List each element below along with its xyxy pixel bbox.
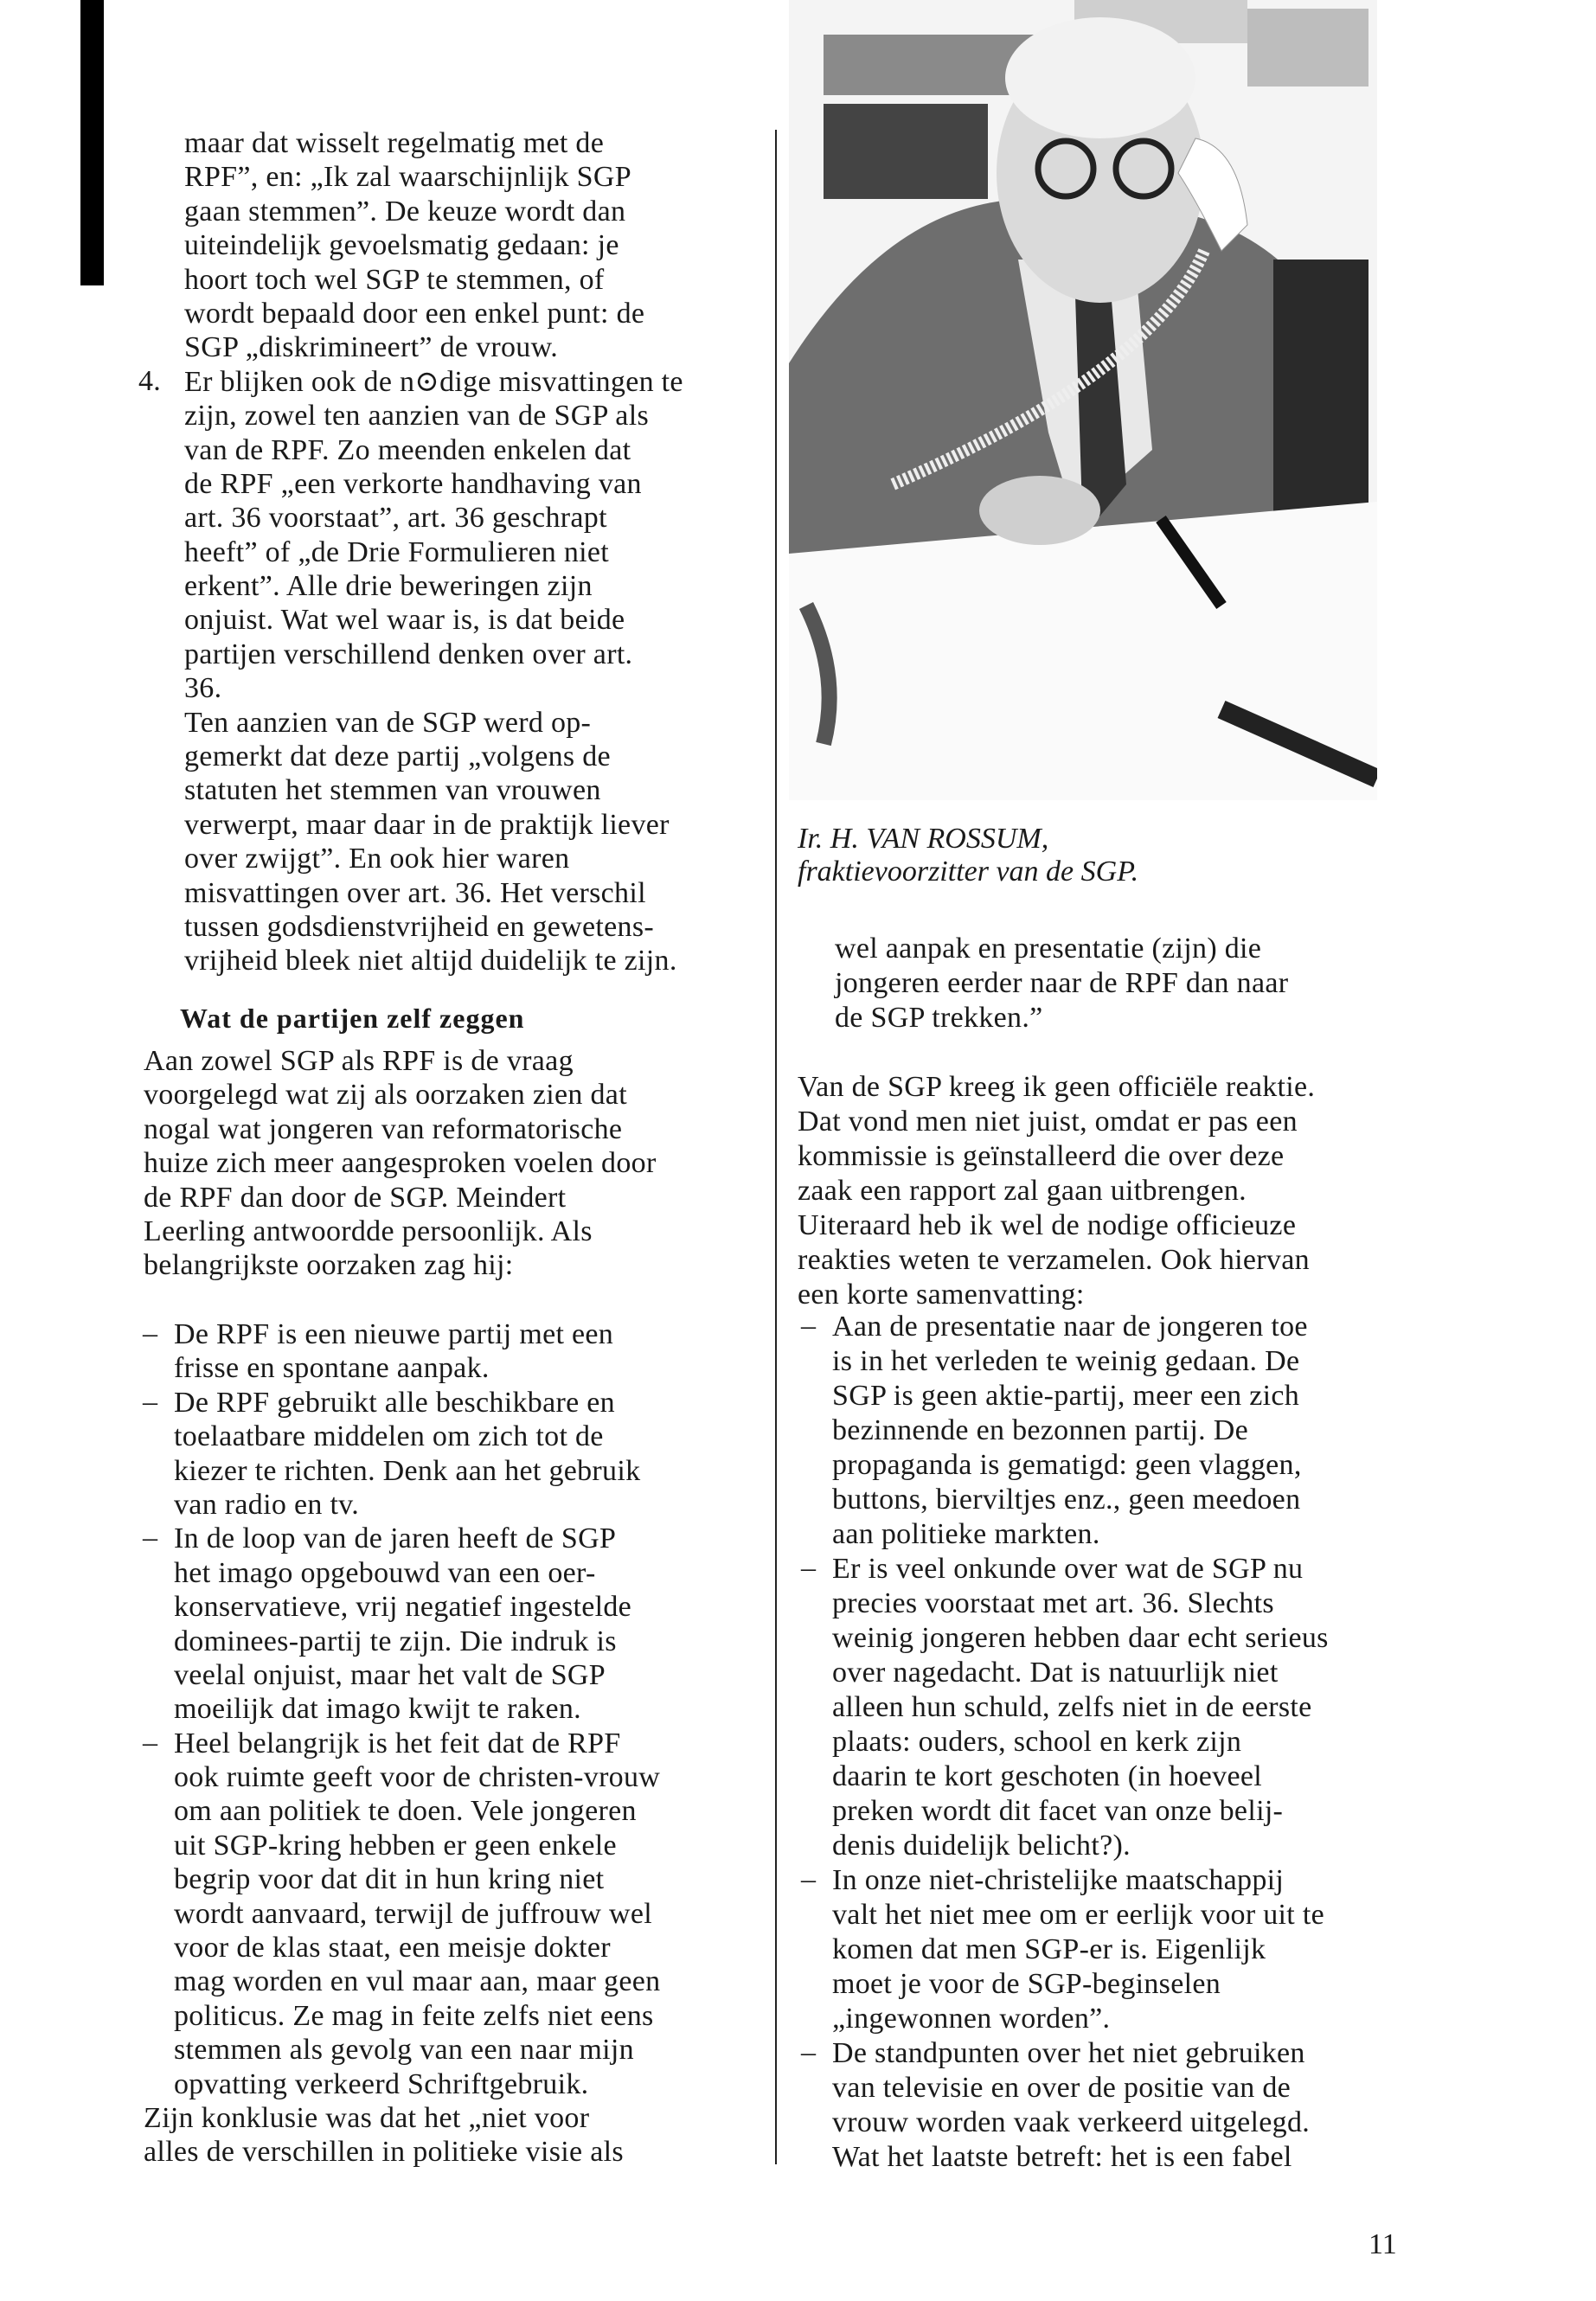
text-line: jongeren eerder naar de RPF dan naar [835,967,1289,999]
bullet-text [832,1863,1329,2036]
text-line: voorgelegd wat zij als oorzaken zien dat [144,1079,627,1112]
text-line: alleen hun schuld, zelfs niet in de eerste [832,1691,1312,1723]
text-line: plaats: ouders, school en kerk zijn [832,1726,1242,1758]
portrait-photo [789,0,1377,800]
item-text [184,365,683,978]
bullet-text [174,1317,660,1386]
bullet-text [174,1386,660,1522]
text-line: van radio en tv. [174,1488,360,1521]
text-line: van televisie en over de positie van de [832,2072,1292,2104]
lamp [824,104,988,199]
text-line: In de loop van de jaren heeft de SGP [174,1522,617,1555]
bullet-item [143,1726,661,2101]
right-paragraph [798,1070,1315,1312]
text-line: zaak een rapport zal gaan uitbrengen. [798,1175,1247,1207]
text-line: art. 36 voorstaat”, art. 36 geschrapt [184,502,607,535]
bullets [801,1310,1329,2175]
text-line: preken wordt dit facet van onze belij- [832,1795,1284,1827]
text-line: wel aanpak en presentatie (zijn) die [835,933,1262,965]
text-line: RPF”, en: „Ik zal waarschijnlijk SGP [184,161,631,194]
text-line: ook ruimte geeft voor de christen-vrouw [174,1761,661,1794]
text-line: de RPF dan door de SGP. Meindert [144,1181,567,1214]
text-line: aan politieke markten. [832,1518,1100,1550]
text-line: Uiteraard heb ik wel de nodige officieuze [798,1209,1297,1241]
hand [979,476,1100,545]
text-line: toelaatbare middelen om zich tot de [174,1420,604,1453]
text-line: stemmen als gevolg van een naar mijn [174,2034,634,2067]
text-line: veelal onjuist, maar het valt de SGP [174,1658,606,1691]
text-line: denis duidelijk belicht?). [832,1830,1131,1862]
bullet-item [143,1522,660,1726]
text-line: kommissie is geïnstalleerd die over deze [798,1140,1285,1172]
text-line: over zwijgt”. En ook hier waren [184,843,570,875]
text-line: Zijn konklusie was dat het „niet voor [144,2101,590,2134]
paragraph-text [798,1070,1315,1312]
dash-bullet-icon: – [143,1522,158,1554]
text-line: alles de verschillen in politieke visie als [144,2136,624,2169]
bullet-item [143,1317,660,1386]
text-line: is in het verleden te weinig gedaan. De [832,1345,1300,1377]
left-bullet-list [143,1317,661,2170]
text-line: belangrijkste oorzaken zag hij: [144,1249,514,1282]
text-line: van de RPF. Zo meenden enkelen dat [184,433,631,466]
text-line: valt het niet mee om er eerlijk voor uit te [832,1899,1324,1931]
text-line: Leerling antwoordde persoonlijk. Als [144,1215,593,1247]
text-line: frisse en spontane aanpak. [174,1352,490,1385]
intro-paragraph [184,126,683,365]
text-line: partijen verschillend denken over art. [184,638,633,670]
text-line: kiezer te richten. Denk aan het gebruik [174,1454,641,1487]
bullet-text [174,1522,660,1726]
text-line: statuten het stemmen van vrouwen [184,774,601,807]
text-line: SGP is geen aktie-partij, meer een zich [832,1380,1300,1412]
caption-title: fraktievoorzitter van de SGP. [798,856,1139,888]
text-line: moet je voor de SGP-beginselen [832,1968,1221,2000]
left-block-a [138,126,683,978]
text-line: konservatieve, vrij negatief ingestelde [174,1591,632,1624]
text-line: zijn, zowel ten aanzien van de SGP als [184,400,649,433]
text-line: precies voorstaat met art. 36. Slechts [832,1587,1274,1619]
bullets [143,1317,661,2101]
text-line: de SGP trekken.” [835,1002,1043,1034]
text-line: Ten aanzien van de SGP werd op- [184,706,592,739]
background-frame [1247,9,1368,87]
text-line: SGP „diskrimineert” de vrouw. [184,331,559,364]
bullet-text [832,1310,1329,1552]
text-line: het imago opgebouwd van een oer- [174,1556,596,1589]
bullet-text [832,2036,1329,2175]
text-line: In onze niet-christelijke maatschappij [832,1864,1285,1896]
text-line: de RPF „een verkorte handhaving van [184,467,642,500]
text-line: politicus. Ze mag in feite zelfs niet eens [174,1999,654,2032]
text-line: uiteindelijk gevoelsmatig gedaan: je [184,229,619,262]
text-line: Van de SGP kreeg ik geen officiële reaktie. [798,1071,1316,1103]
text-line: weinig jongeren hebben daar echt serieus [832,1622,1329,1654]
text-line: buttons, bierviltjes enz., geen meedoen [832,1484,1301,1516]
text-line: Er blijken ook de n⊙dige misvattingen te [184,365,683,398]
dash-bullet-icon: – [143,1317,158,1349]
text-line: uit SGP-kring hebben er geen enkele [174,1829,617,1862]
bullet-item [801,2036,1329,2175]
text-line: Heel belangrijk is het feit dat de RPF [174,1727,621,1759]
dash-bullet-icon: – [801,1552,817,1584]
text-line: verwerpt, maar daar in de praktijk liever [184,808,670,841]
text-line: heeft” of „de Drie Formulieren niet [184,535,610,568]
text-line: De RPF gebruikt alle beschikbare en [174,1386,615,1419]
text-line: onjuist. Wat wel waar is, is dat beide [184,604,625,637]
text-line: gaan stemmen”. De keuze wordt dan [184,195,626,228]
text-line: voor de klas staat, een meisje dokter [174,1932,611,1965]
caption-name: Ir. H. VAN ROSSUM, [798,823,1049,855]
quote-end [835,932,1288,1035]
right-bullet-list [801,1310,1329,2175]
dash-bullet-icon: – [143,1726,158,1759]
bullet-item [801,1863,1329,2036]
dash-bullet-icon: – [801,1863,817,1895]
text-line: Wat het laatste betreft: het is een fabel [832,2141,1292,2173]
text-line: Er is veel onkunde over wat de SGP nu [832,1553,1304,1585]
dash-bullet-icon: – [801,2036,817,2068]
text-line: maar dat wisselt regelmatig met de [184,127,605,159]
text-line: begrip voor dat dit in hun kring niet [174,1863,605,1896]
text-line: erkent”. Alle drie beweringen zijn [184,570,593,603]
text-line: wordt aanvaard, terwijl de juffrouw wel [174,1897,652,1930]
text-line: misvattingen over art. 36. Het verschil [184,876,646,909]
left-block-b [144,1044,657,1283]
bullet-item [143,1385,660,1522]
text-line: 36. [184,672,222,705]
text-line: een korte samenvatting: [798,1279,1085,1311]
text-line: gemerkt dat deze partij „volgens de [184,740,611,773]
text-line: opvatting verkeerd Schriftgebruik. [174,2067,589,2100]
text-line: komen dat men SGP-er is. Eigenlijk [832,1933,1266,1965]
numbered-item-4 [138,364,683,978]
text-line: reakties weten te verzamelen. Ook hiervan [798,1244,1310,1276]
text-line: vrouw worden vaak verkeerd uitgelegd. [832,2106,1311,2138]
text-line: vrijheid bleek niet altijd duidelijk te zijn. [184,945,677,977]
text-line: Dat vond men niet juist, omdat er pas een [798,1106,1298,1138]
text-line: moeilijk dat imago kwijt te raken. [174,1693,581,1726]
text-line: Aan zowel SGP als RPF is de vraag [144,1045,574,1077]
column-divider [775,130,777,2164]
page-number: 11 [1368,2228,1397,2260]
text-line: bezinnende en bezonnen partij. De [832,1414,1248,1446]
bullet-item [801,1552,1329,1863]
closing-paragraph [144,2101,660,2170]
photo-caption [798,823,1138,888]
text-line: propaganda is gematigd: geen vlaggen, [832,1449,1302,1481]
quote-end-text [835,932,1288,1035]
margin-bar [80,0,104,285]
text-line: mag worden en vul maar aan, maar geen [174,1965,661,1998]
bullet-text [832,1552,1329,1863]
text-line: huize zich meer aangesproken voelen door [144,1147,657,1180]
text-line: Aan de presentatie naar de jongeren toe [832,1311,1308,1343]
desk [789,502,1377,800]
intro-paragraph [144,1044,657,1283]
item-number: 4. [138,364,162,397]
text-line: De standpunten over het niet gebruiken [832,2037,1305,2069]
text-line: De RPF is een nieuwe partij met een [174,1318,614,1350]
text-line: hoort toch wel SGP te stemmen, of [184,263,605,296]
text-line: „ingewonnen worden”. [832,2003,1111,2035]
dash-bullet-icon: – [143,1385,158,1418]
section-heading: Wat de partijen zelf zeggen [180,1003,525,1034]
text-line: nogal wat jongeren van reformatorische [144,1112,623,1145]
text-line: tussen godsdienstvrijheid en gewetens- [184,910,655,943]
dash-bullet-icon: – [801,1310,817,1342]
text-line: over nagedacht. Dat is natuurlijk niet [832,1657,1279,1689]
text-line: wordt bepaald door een enkel punt: de [184,297,645,330]
text-line: om aan politiek te doen. Vele jongeren [174,1795,637,1828]
bullet-text [174,1727,660,2101]
text-line: dominees-partij te zijn. Die indruk is [174,1625,617,1657]
text-line: daarin te kort geschoten (in hoeveel [832,1760,1262,1792]
bullet-item [801,1310,1329,1552]
